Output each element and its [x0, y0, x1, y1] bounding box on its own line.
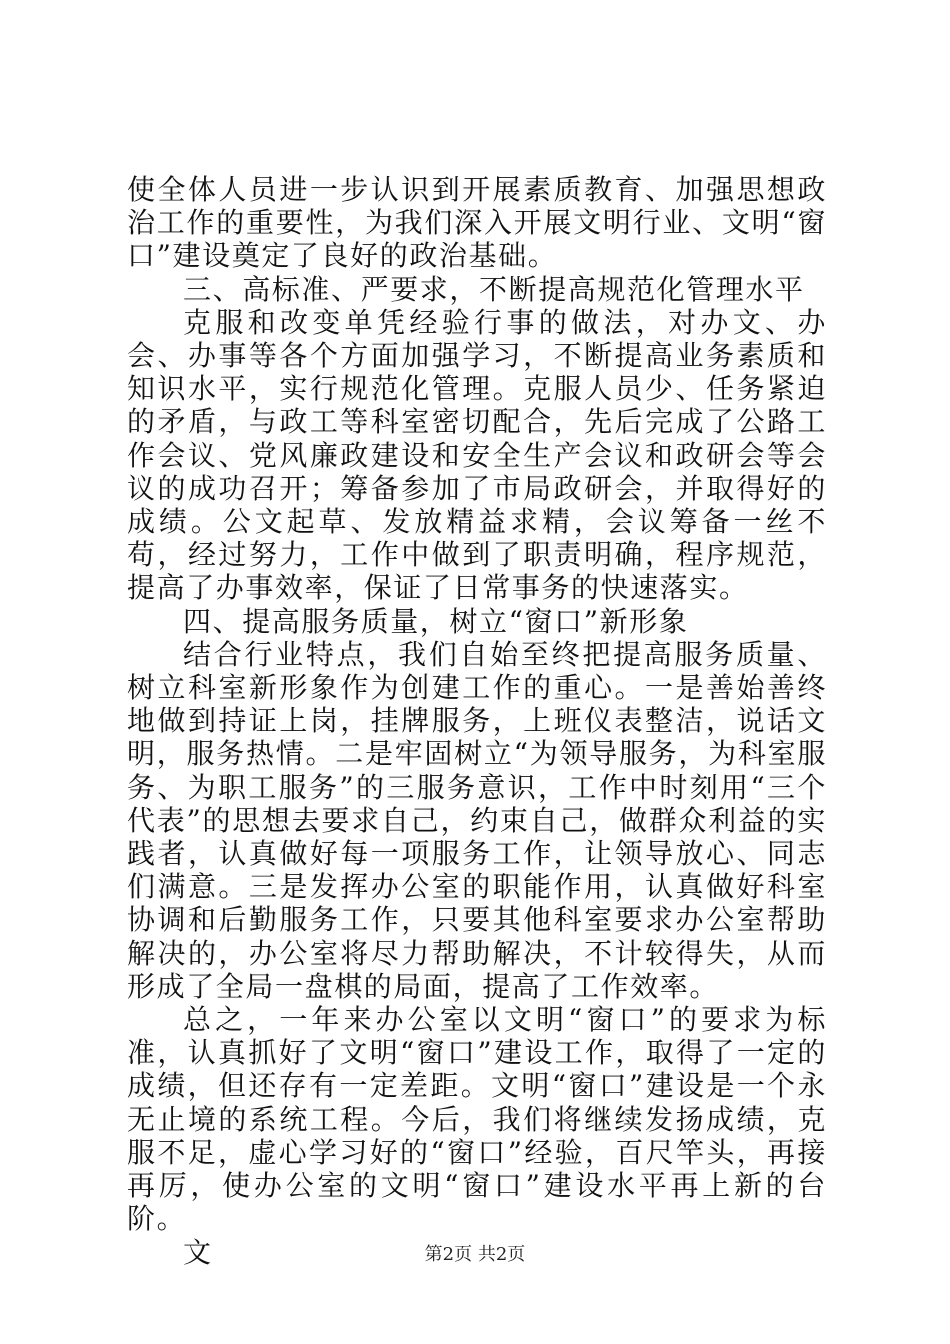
section-heading-3: 三、高标准、严要求，不断提高规范化管理水平 — [183, 272, 805, 306]
page-footer: 第2页 共2页 — [424, 1244, 526, 1265]
section-heading-4: 四、提高服务质量，树立“窗口”新形象 — [183, 604, 689, 638]
paragraph-3: 结合行业特点，我们自始至终把提高服务质量、树立科室新形象作为创建工作的重心。一是善始善终地做到持证上岗，挂牌服务，上班仪表整洁，说话文明，服务热情。二是牢固树立“为领导服务，为科室服务、为职工服务”的三服务意识，工作中时刻用“三个代表”的思想去要求自己，约束自己，做群众利益的实践者，认真做好每一项服务工作，让领导放心、同志们满意。三是发挥办公室的职能作用，认真做好科室协调和后勤服务工作，只要其他科室要求办公室帮助解决的，办公室将尽力帮助解决，不计较得失，从而形成了全局一盘棋的局面，提高了工作效率。 — [127, 637, 827, 1003]
paragraph-5: 文 — [183, 1235, 213, 1269]
paragraph-4: 总之，一年来办公室以文明“窗口”的要求为标准，认真抓好了文明“窗口”建设工作，取得了一定的成绩，但还存有一定差距。文明“窗口”建设是一个永无止境的系统工程。今后，我们将继续发扬成绩，克服不足，虚心学习好的“窗口”经验，百尺竿头，再接再厉，使办公室的文明“窗口”建设水平再上新的台阶。 — [127, 1003, 827, 1236]
document-body — [127, 173, 827, 1269]
paragraph-1: 使全体人员进一步认识到开展素质教育、加强思想政治工作的重要性，为我们深入开展文明行业、文明“窗口”建设奠定了良好的政治基础。 — [127, 173, 827, 273]
paragraph-2: 克服和改变单凭经验行事的做法，对办文、办会、办事等各个方面加强学习，不断提高业务素质和知识水平，实行规范化管理。克服人员少、任务紧迫的矛盾，与政工等科室密切配合，先后完成了公路工作会议、党风廉政建设和安全生产会议和政研会等会议的成功召开；筹备参加了市局政研会，并取得好的成绩。公文起草、发放精益求精，会议筹备一丝不苟，经过努力，工作中做到了职责明确，程序规范，提高了办事效率，保证了日常事务的快速落实。 — [127, 305, 827, 605]
